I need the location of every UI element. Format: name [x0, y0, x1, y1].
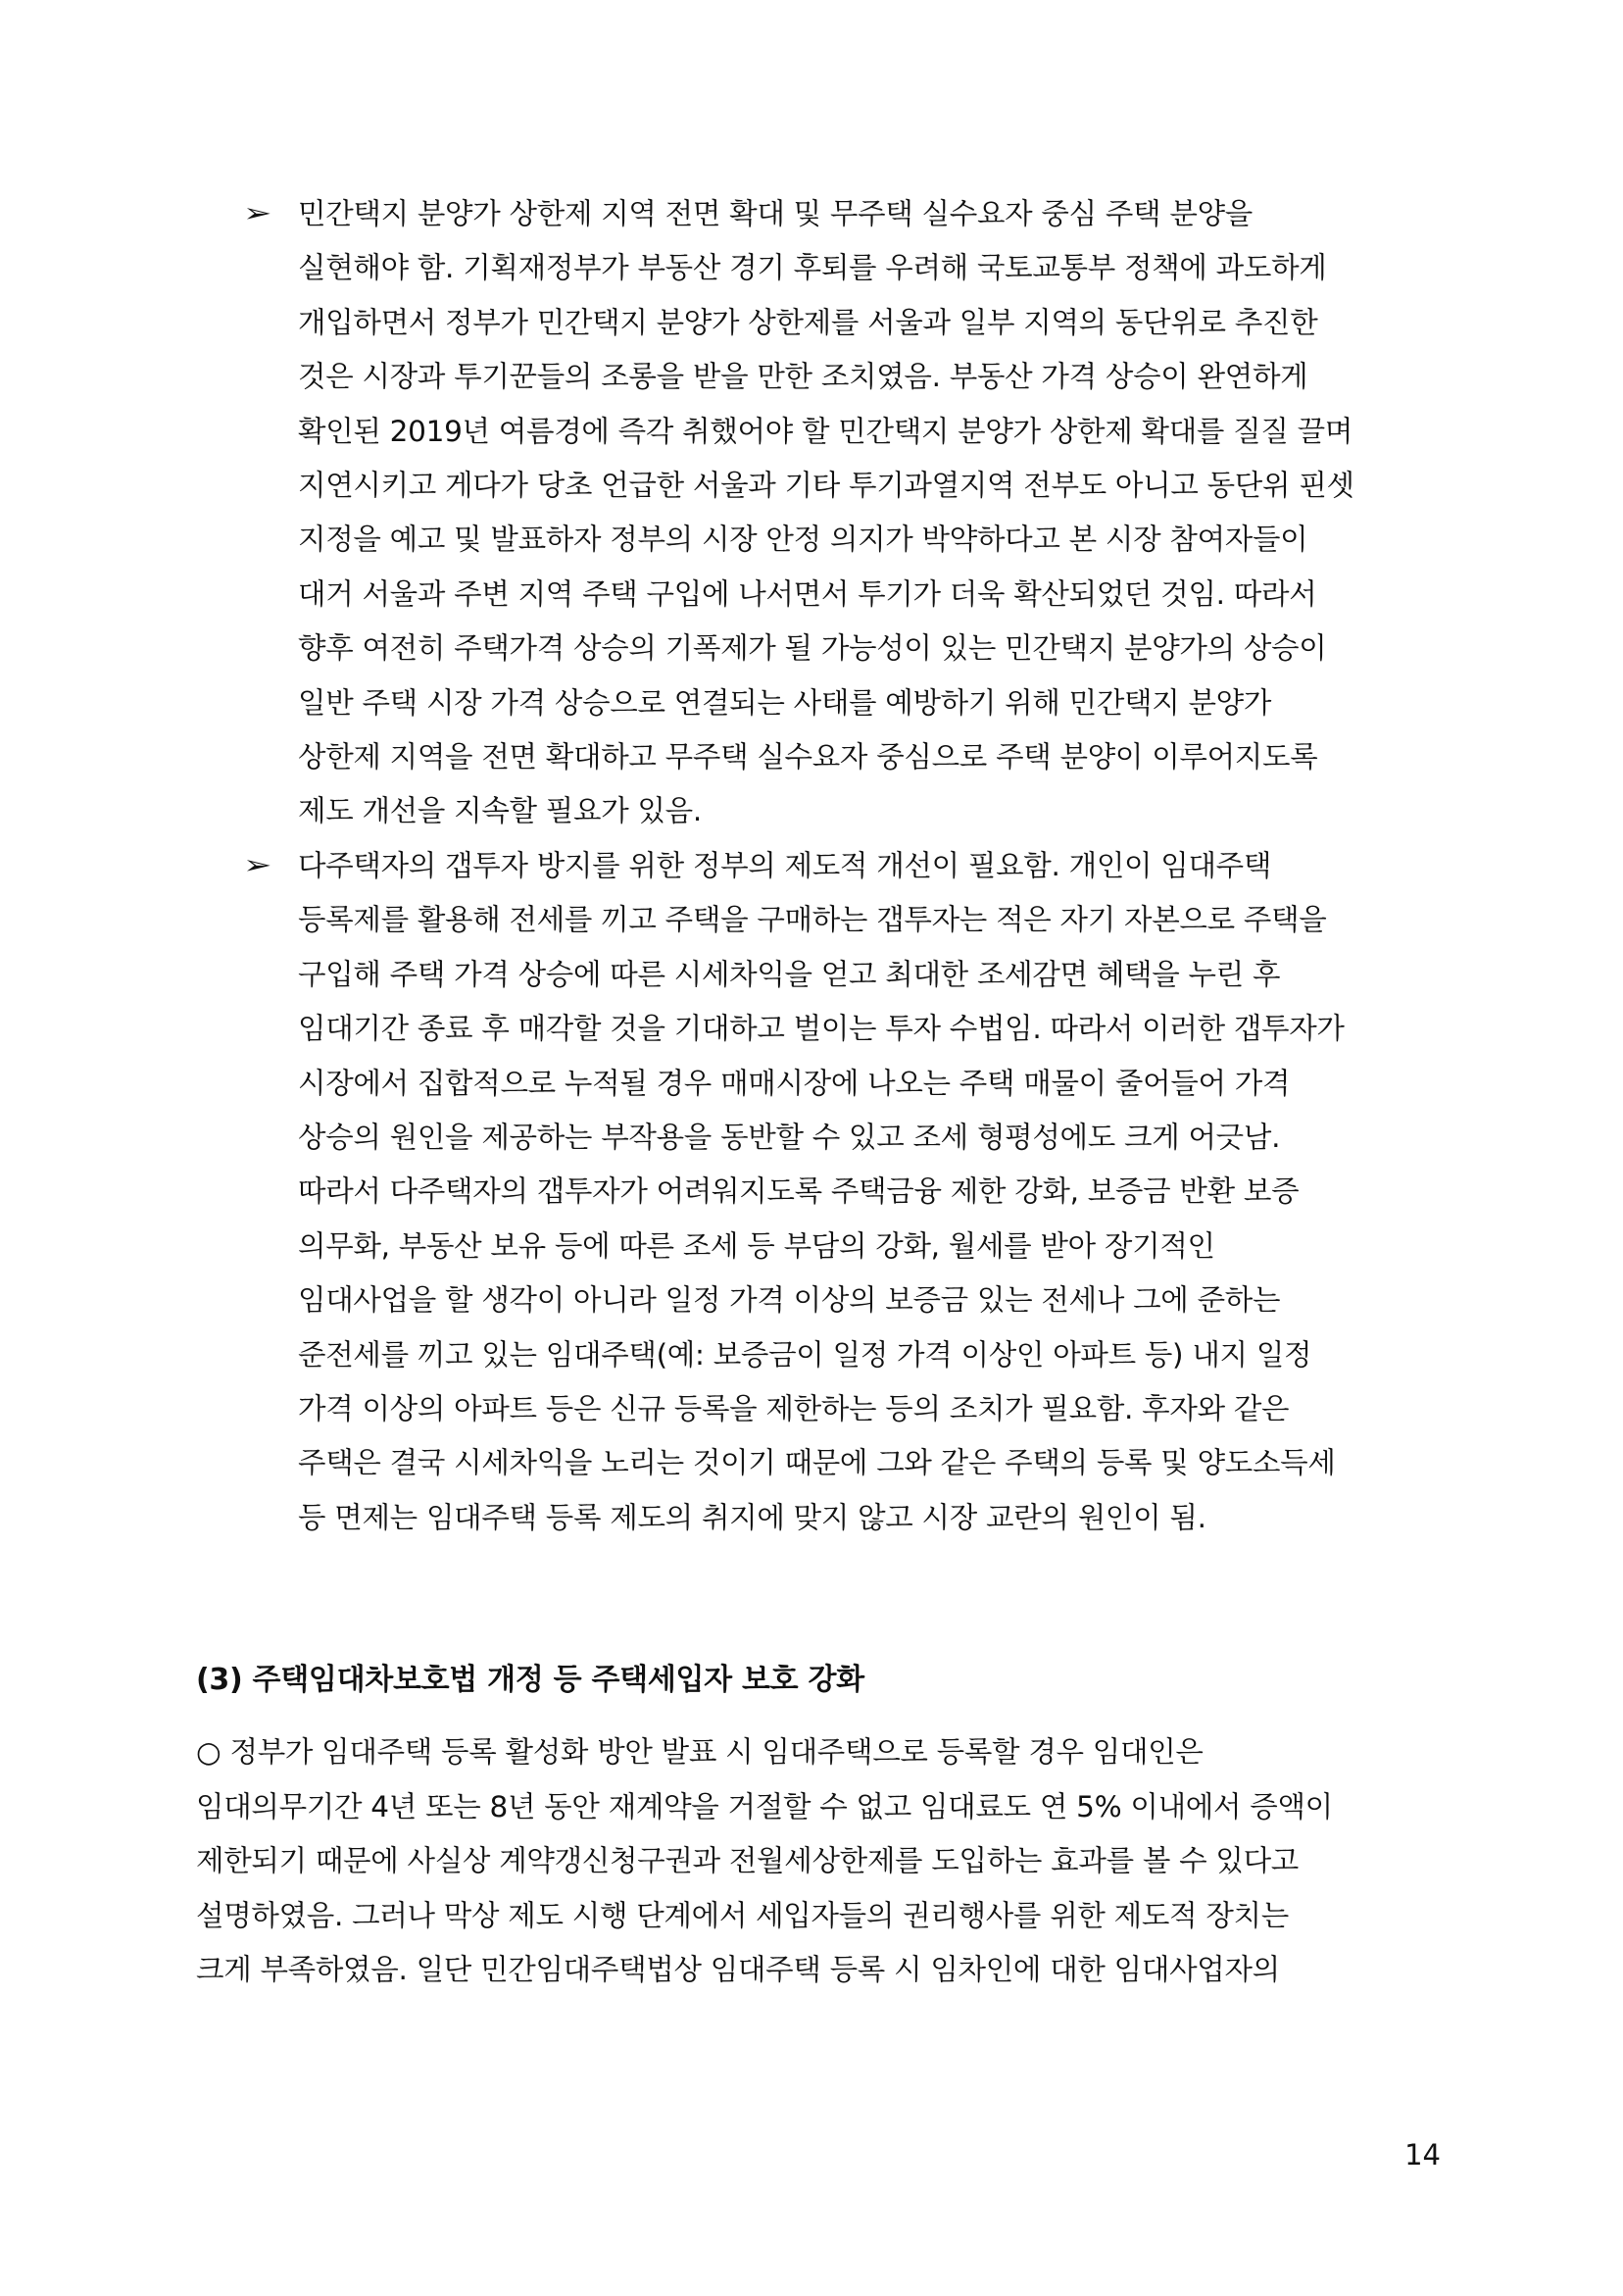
- text-line: 대거 서울과 주변 지역 주택 구입에 나서면서 투기가 더욱 확산되었던 것임. 따라서: [298, 576, 1317, 611]
- text-line: 등 면제는 임대주택 등록 제도의 취지에 맞지 않고 시장 교란의 원인이 됨.: [298, 1500, 1206, 1534]
- text-line: 확인된 2019년 여름경에 즉각 취했어야 할 민간택지 분양가 상한제 확대를 질질 끌며: [298, 414, 1353, 448]
- text-line: ○ 정부가 임대주택 등록 활성화 방안 발표 시 임대주택으로 등록할 경우 임대인은: [196, 1735, 1204, 1769]
- text-line: 지정을 예고 및 발표하자 정부의 시장 안정 의지가 박약하다고 본 시장 참여자들이: [298, 523, 1308, 557]
- text-line: 개입하면서 정부가 민간택지 분양가 상한제를 서울과 일부 지역의 동단위로 추진한: [298, 305, 1318, 339]
- text-line: 구입해 주택 가격 상승에 따른 시세차익을 얻고 최대한 조세감면 혜택을 누린 후: [298, 957, 1281, 991]
- text-line: 향후 여전히 주택가격 상승의 기폭제가 될 가능성이 있는 민간택지 분양가의 상승이: [298, 631, 1327, 666]
- text-line: 제도 개선을 지속할 필요가 있음.: [298, 794, 702, 828]
- text-line: 등록제를 활용해 전세를 끼고 주택을 구매하는 갭투자는 적은 자기 자본으로 주택을: [298, 903, 1327, 937]
- bullet-2-text: [298, 839, 1454, 1545]
- text-line: 준전세를 끼고 있는 임대주택(예: 보증금이 일정 가격 이상인 아파트 등) 내지 일정: [298, 1337, 1312, 1372]
- bullet-1-text: [298, 187, 1454, 839]
- text-line: 민간택지 분양가 상한제 지역 전면 확대 및 무주택 실수요자 중심 주택 분양을: [298, 197, 1253, 230]
- text-line: 크게 부족하였음. 일단 민간임대주택법상 임대주택 등록 시 임차인에 대한 임대사업자의: [196, 1953, 1280, 1987]
- text-line: 임대의무기간 4년 또는 8년 동안 재계약을 거절할 수 없고 임대료도 연 5% 이내에서 증액이: [196, 1789, 1333, 1823]
- text-line: 제한되기 때문에 사실상 계약갱신청구권과 전월세상한제를 도입하는 효과를 볼 수 있다고: [196, 1844, 1299, 1878]
- text-line: 시장에서 집합적으로 누적될 경우 매매시장에 나오는 주택 매물이 줄어들어 가격: [298, 1066, 1291, 1100]
- arrow-bullet-icon: ➢: [243, 199, 272, 228]
- arrow-bullet-icon: ➢: [243, 851, 272, 880]
- text-line: 임대기간 종료 후 매각할 것을 기대하고 벌이는 투자 수법임. 따라서 이러한 갭투자가: [298, 1012, 1345, 1046]
- text-line: 주택은 결국 시세차익을 노리는 것이기 때문에 그와 같은 주택의 등록 및 양도소득세: [298, 1446, 1336, 1480]
- text-line: 가격 이상의 아파트 등은 신규 등록을 제한하는 등의 조치가 필요함. 후자와 같은: [298, 1391, 1290, 1425]
- text-line: 다주택자의 갭투자 방지를 위한 정부의 제도적 개선이 필요함. 개인이 임대주택: [298, 849, 1272, 882]
- text-line: 상승의 원인을 제공하는 부작용을 동반할 수 있고 조세 형평성에도 크게 어긋남.: [298, 1120, 1281, 1154]
- text-line: 것은 시장과 투기꾼들의 조롱을 받을 만한 조치였음. 부동산 가격 상승이 완연하게: [298, 360, 1308, 394]
- text-line: 임대사업을 할 생각이 아니라 일정 가격 이상의 보증금 있는 전세나 그에 준하는: [298, 1283, 1281, 1318]
- text-line: 지연시키고 게다가 당초 언급한 서울과 기타 투기과열지역 전부도 아니고 동단위 핀셋: [298, 468, 1354, 502]
- section-heading: (3) 주택임대차보호법 개정 등 주택세입자 보호 강화: [196, 1663, 864, 1697]
- text-line: 의무화, 부동산 보유 등에 따른 조세 등 부담의 강화, 월세를 받아 장기적인: [298, 1228, 1215, 1263]
- section-paragraph: [196, 1725, 1470, 1998]
- text-line: 설명하였음. 그러나 막상 제도 시행 단계에서 세입자들의 권리행사를 위한 제도적 장치는: [196, 1898, 1289, 1932]
- page-number: 14: [1404, 2138, 1441, 2171]
- text-line: 따라서 다주택자의 갭투자가 어려워지도록 주택금융 제한 강화, 보증금 반환 보증: [298, 1174, 1300, 1209]
- text-line: 실현해야 함. 기획재정부가 부동산 경기 후퇴를 우려해 국토교통부 정책에 과도하게: [298, 251, 1327, 285]
- text-line: 상한제 지역을 전면 확대하고 무주택 실수요자 중심으로 주택 분양이 이루어지도록: [298, 739, 1318, 774]
- text-line: 일반 주택 시장 가격 상승으로 연결되는 사태를 예방하기 위해 민간택지 분양가: [298, 685, 1272, 720]
